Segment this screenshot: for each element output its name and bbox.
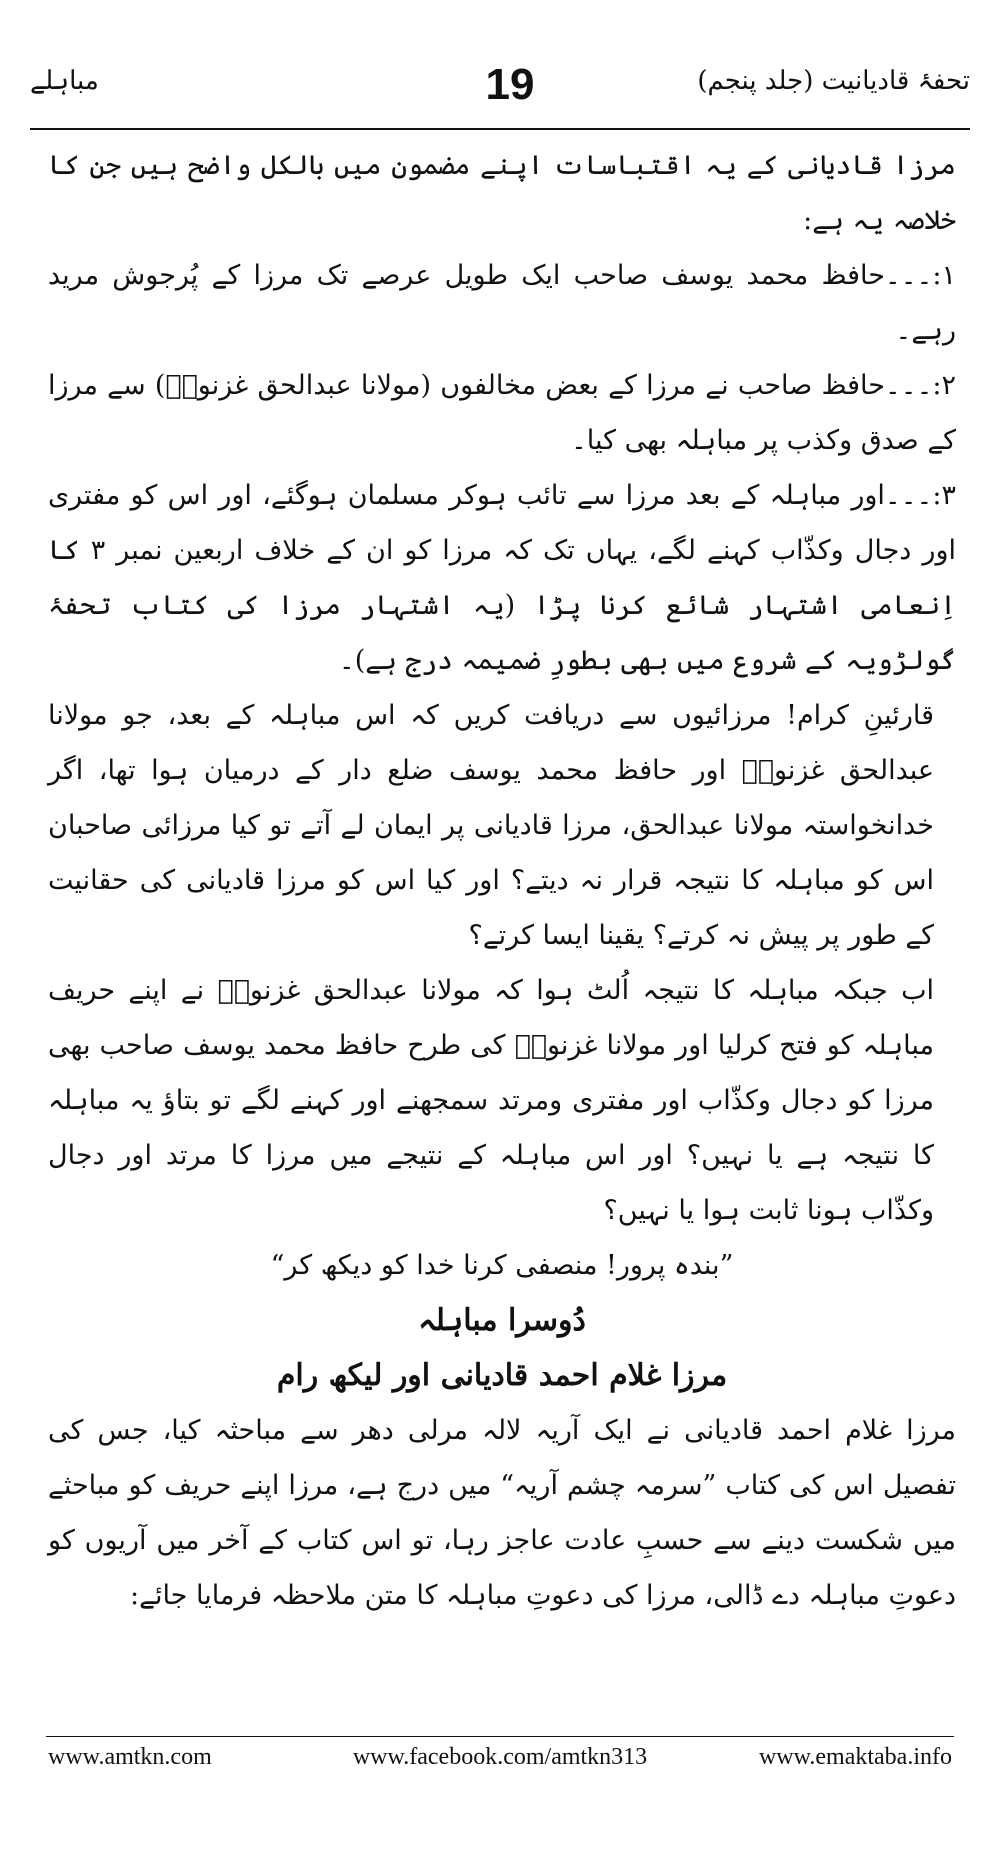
page-number: 19 xyxy=(485,60,535,109)
footer-link-facebook[interactable]: www.facebook.com/amtkn313 xyxy=(352,1744,648,1770)
header-divider xyxy=(30,128,970,130)
footer-link-emaktaba[interactable]: www.emaktaba.info xyxy=(758,1744,952,1770)
point-three-paragraph: ۳:۔۔۔اور مباہلہ کے بعد مرزا سے تائب ہوکر مسلمان ہوگئے، اور اس کو مفتری اور دجال وکذّاب کہنے لگے، یہاں تک کہ مرزا کو ان کے خلاف اربعین نمبر ۳ کا اِنعامی اشتہار شائع کرنا پڑا (یہ اشتہار مرزا کی کتاب تحفۂ گولڑویہ کے شروع میں بھی بطورِ ضمیمہ درج ہے)۔ xyxy=(48,480,956,676)
section-subheading: مرزا غلام احمد قادیانی اور لیکھ رام xyxy=(276,1358,728,1393)
point-one-paragraph: ۱:۔۔۔حافظ محمد یوسف صاحب ایک طویل عرصے تک مرزا کے پُرجوش مرید رہے۔ xyxy=(48,260,956,346)
quoted-verse: ”بندہ پرور! منصفی کرنا خدا کو دیکھ کر“ xyxy=(270,1250,734,1281)
footer-link-amtkn[interactable]: www.amtkn.com xyxy=(48,1744,212,1770)
section-heading: دُوسرا مباہلہ xyxy=(418,1303,586,1338)
running-header xyxy=(30,62,970,122)
summary-intro-paragraph: مرزا قادیانی کے یہ اقتباسات اپنے مضمون میں بالکل واضح ہیں جن کا خلاصہ یہ ہے: xyxy=(48,150,956,236)
page-body xyxy=(48,138,956,1623)
page-footer xyxy=(48,1744,952,1784)
readers-question-paragraph: قارئینِ کرام! مرزائیوں سے دریافت کریں کہ اس مباہلہ کے بعد، جو مولانا عبدالحق غزنویؒ اور حافظ محمد یوسف ضلع دار کے درمیان ہوا تھا، اگر خدانخواستہ مولانا عبدالحق، مرزا قادیانی پر ایمان لے آتے تو کیا مرزائی صاحبان اس کو مباہلہ کا نتیجہ قرار نہ دیتے؟ اور کیا اس کو مرزا قادیانی کی حقانیت کے طور پر پیش نہ کرتے؟ یقینا ایسا کرتے؟ xyxy=(48,700,934,951)
point-two-paragraph: ۲:۔۔۔حافظ صاحب نے مرزا کے بعض مخالفوں (مولانا عبدالحق غزنویؒ) سے مرزا کے صدق وکذب پر مباہلہ بھی کیا۔ xyxy=(48,370,956,456)
mubahala-result-paragraph: اب جبکہ مباہلہ کا نتیجہ اُلٹ ہوا کہ مولانا عبدالحق غزنویؒ نے اپنے حریف مباہلہ کو فتح کرلیا اور مولانا غزنویؒ کی طرح حافظ محمد یوسف صاحب بھی مرزا کو دجال وکذّاب اور مفتری ومرتد سمجھنے اور کہنے لگے تو بتاؤ یہ مباہلہ کا نتیجہ ہے یا نہیں؟ اور اس مباہلہ کے نتیجے میں مرزا کا مرتد اور دجال وکذّاب ہونا ثابت ہوا یا نہیں؟ xyxy=(48,975,934,1226)
book-title: تحفۂ قادیانیت (جلد پنجم) xyxy=(697,66,970,96)
chapter-title: مباہلے xyxy=(30,66,99,96)
section-paragraph: مرزا غلام احمد قادیانی نے ایک آریہ لالہ مرلی دھر سے مباحثہ کیا، جس کی تفصیل اس کی کتاب ”سرمہ چشم آریہ“ میں درج ہے، مرزا اپنے حریف کو مباحثے میں شکست دینے سے حسبِ عادت عاجز رہا، تو اس کتاب کے آخر میں آریوں کو دعوتِ مباہلہ دے ڈالی، مرزا کی دعوتِ مباہلہ کا متن ملاحظہ فرمایا جائے: xyxy=(48,1415,956,1611)
footer-divider xyxy=(46,1736,954,1737)
